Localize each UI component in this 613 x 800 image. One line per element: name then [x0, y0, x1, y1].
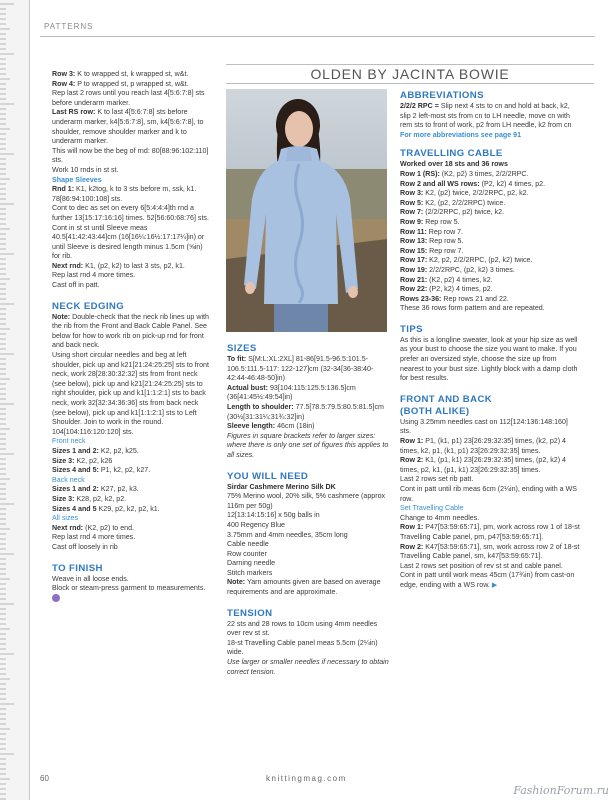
- abbreviations-link: For more abbreviations see page 91: [400, 130, 522, 139]
- model-photo-illustration: [226, 89, 387, 332]
- page-number: 60: [40, 774, 49, 783]
- footer-website: knittingmag.com: [266, 774, 347, 783]
- heading-sizes: SIZES: [227, 343, 257, 354]
- heading-you-will-need: YOU WILL NEED: [227, 470, 309, 482]
- subheading-front-neck: Front neck: [52, 437, 86, 446]
- continue-arrow-icon: ▶: [491, 580, 498, 589]
- header-rule: [40, 36, 595, 37]
- subheading-set-travelling-cable: Set Travelling Cable: [400, 504, 464, 513]
- heading-tips: TIPS: [400, 323, 423, 335]
- column-left: Row 3: K to wrapped st, k wrapped st, w&t. Row 4: P to wrapped st, p wrapped st, w&t. Rep last 2 rows until you reach last 4[5:6:7:8] sts before underarm marker. Last RS row: K to last 4[5:6:7:8] sts before underarm marker, k4[5:6:7:8], sm, k4[5:6:7:8], to shoulder, remove shoulder marker and k to underarm marker. This will now be the beg of rnd: 80[88:96:102:110] sts. Work 10 rnds in st st. Shape Sleeves Rnd 1: K1, k2tog, k to 3 sts before m, ssk, k1. 78[86:94:100:108] sts. Cont to dec as set on every 6[5:4:4:4]th rnd a further 13[15:17:16:16] times. 52[56:60:68:76] sts. Cont in st st until Sleeve meas 40.5[41:42:43:44]cm (16[16¼:16½:17:17¼]in) or until Sleeve is desired length minus 1.5cm (⅝in) for rib. Next rnd: K1, (p2, k2) to last 3 sts, p2, k1. Rep last rnd 4 more times. Cast off in patt. NECK EDGING Note: Double-check that the neck rib lines up with the rib from the Front and Back Cable Panel. See below for how to work rib on pick-up rnd for front and back neck. Using short circular needles and beg at left shoulder, pick up and k21[21:24:25:25] sts to front neck, work 28[28:30:32:32] sts from front neck (see below), pick up and k21[21:24:25:25] sts to right shoulder, pick up and k1[1:1:2:1] sts to back neck, work 32[32:34:36:36] sts from back neck (see below), pick up and k1[1:1:2:1] sts to Left Shoulder. Join to work in the round. 104[104:116:120:120] sts. Front neck Sizes 1 and 2: K2, p2, k25. Size 3: K2, p2, k26 Sizes 4 and 5: P1, k2, p2, k27. Back neck Sizes 1 and 2: K27, p2, k3. Size 3: K28, p2, k2, p2. Sizes 4 and 5 K29, p2, k2, p2, k1. All sizes Next rnd: (K2, p2) to end. Rep last rnd 4 more times. Cast off loosely in rib TO FINISH Weave in all loose ends. Block or steam-press garment to measurements.: [52, 70, 212, 604]
- model-photo: [226, 89, 387, 332]
- watermark: FashionForum.ru: [513, 784, 609, 797]
- ruler-ticks: [0, 0, 30, 800]
- pattern-title: OLDEN BY JACINTA BOWIE: [226, 64, 594, 84]
- heading-neck-edging: NECK EDGING: [52, 300, 125, 312]
- column-middle: SIZES To fit: S[M:L:XL:2XL] 81-86[91.5-96.5:101.5-106.5:111.5-117: 122-127]cm (32-34[36-38:40-42:44-46:48-50]in) Actual bust: 93[104:115:125.5:136.5]cm (36[41:45½:49:54]in) Length to shoulder: 77.5[78.5:79.5:80.5:81.5]cm (30½[31:31¼:31¾:32]in) Sleeve length: 46cm (18in) Figures in square brackets refer to larger sizes: where there is only one set of figures this applies to all sizes. YOU WILL NEED Sirdar Cashmere Merino Silk DK 75% Merino wool, 20% silk, 5% cashmere (approx 116m per 50g) 12[13:14:15:16] x 50g balls in 400 Regency Blue 3.75mm and 4mm needles, 35cm long Cable needle Row counter Darning needle Stitch markers Note: Yarn amounts given are based on average requirements and are approximate. TENSION 22 sts and 28 rows to 10cm using 4mm needles over rev st st. 18-st Travelling Cable panel meas 5.5cm (2¼in) wide. Use larger or smaller needles if necessary to obtain correct tension.: [227, 343, 391, 677]
- heading-front-and-back: FRONT AND BACK (BOTH ALIKE): [400, 393, 493, 417]
- subheading-back-neck: Back neck: [52, 475, 85, 484]
- column-right: ABBREVIATIONS 2/2/2 RPC = Slip next 4 sts to cn and hold at back, k2, slip 2 left-most sts from cn to LH needle, move cn with rem sts to front of work, p2 from LH needle, k2 from cn For more abbreviations see page 91 TRAVELLING CABLE Worked over 18 sts and 36 rows Row 1 (RS): (K2, p2) 3 times, 2/2/2RPC. Row 2 and all WS rows: (P2, k2) 4 times, p2. Row 3: K2, (p2) twice, 2/2/2RPC, p2, k2. Row 5: K2, (p2, 2/2/2RPC) twice. Row 7: (2/2/2RPC, p2) twice, k2. Row 9: Rep row 5. Row 11: Rep row 7. Row 13: Rep row 5. Row 15: Rep row 7. Row 17: K2, p2, 2/2/2RPC, (p2, k2) twice. Row 19: 2/2/2RPC, (p2, k2) 3 times. Row 21: (K2, p2) 4 times, k2. Row 22: (P2, k2) 4 times, p2. Rows 23-36: Rep rows 21 and 22. These 36 rows form pattern and are repeated. TIPS As this is a longline sweater, look at your hip size as well as your bust to choose the size you want to make. If you prefer an oversized style, choose the size up from nearest to your bust size. Lightly block with a damp cloth for best results. FRONT AND BACK (BOTH ALIKE) Using 3.25mm needles cast on 112[124:136:148:160] sts. Row 1: P1, (k1, p1) 23[26:29:32:35] times, (k2, p2) 4 times, k2, p1, (k1, p1) 23[26:29:32:35] times. Row 2: K1, (p1, k1) 23[26:29:32:35] times, (p2, k2) 4 times, p2, k1, (p1, k1) 23[26:29:32:35] times. Last 2 rows set rib patt. Cont in patt until rib meas 6cm (2¼in), ending with a WS row. Set Travelling Cable Change to 4mm needles. Row 1: P47[53:59:65:71], pm, work across row 1 of 18-st Travelling Cable panel, pm, p47[53:59:65:71]. Row 2: K47[53:59:65:71], sm, work across row 2 of 18-st Travelling Cable panel, sm, k47[53:59:65:71]. Last 2 rows set position of rev st st and cable panel. Cont in patt until work meas 45cm (17¾in) from cast-on edge, ending with a WS row. ▶: [400, 90, 580, 589]
- subheading-all-sizes: All sizes: [52, 514, 79, 523]
- side-ruler: [0, 0, 30, 800]
- heading-abbreviations: ABBREVIATIONS: [400, 90, 484, 101]
- yarn-ball-icon: [52, 594, 60, 602]
- heading-to-finish: TO FINISH: [52, 562, 103, 574]
- section-tab: PATTERNS: [44, 22, 94, 31]
- subheading-shape-sleeves: Shape Sleeves: [52, 175, 102, 184]
- heading-tension: TENSION: [227, 607, 273, 619]
- heading-travelling-cable: TRAVELLING CABLE: [400, 148, 503, 160]
